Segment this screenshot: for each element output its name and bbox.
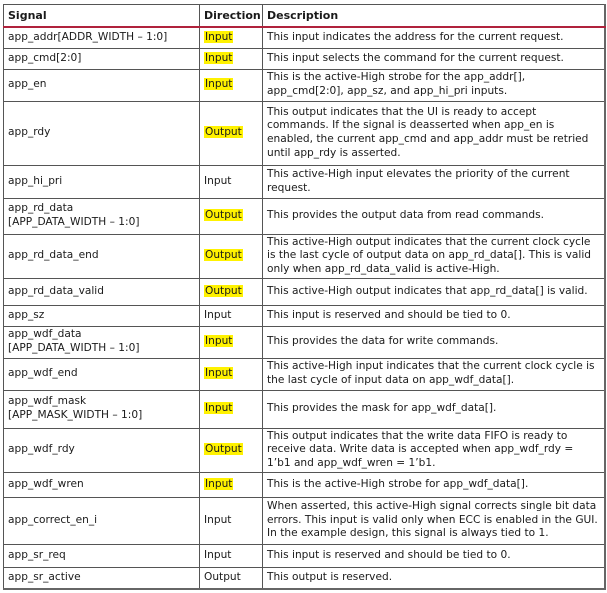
description-cell: This output is reserved. — [263, 567, 605, 589]
direction-label: Output — [205, 209, 242, 222]
header-row — [4, 5, 605, 28]
signal-cell: app_en — [4, 69, 200, 101]
direction-label: Input — [205, 477, 233, 490]
direction-cell — [200, 544, 263, 567]
description-cell: This input is reserved and should be tied to 0. — [263, 544, 605, 567]
signal-cell: app_hi_pri — [4, 165, 200, 198]
table-row — [4, 305, 605, 326]
signal-cell: app_wdf_rdy — [4, 428, 200, 472]
table-row — [4, 27, 605, 48]
signal-cell: app_rd_data_valid — [4, 278, 200, 305]
direction-label: Input — [204, 308, 232, 321]
description-cell: This input indicates the address for the current request. — [263, 27, 605, 48]
direction-label: Input — [204, 548, 232, 561]
table-row — [4, 390, 605, 428]
signal-cell: app_correct_en_i — [4, 497, 200, 544]
signal-table — [3, 4, 606, 590]
table-row — [4, 472, 605, 497]
signal-cell: app_wdf_wren — [4, 472, 200, 497]
signal-cell: app_cmd[2:0] — [4, 48, 200, 69]
signal-cell: app_rdy — [4, 101, 200, 165]
description-cell: This output indicates that the UI is ready to accept commands. If the signal is deasserted when app_en is enabled, the current app_cmd and app_addr must be retried until app_rdy is asserted. — [263, 101, 605, 165]
description-cell: This active-High output indicates that the current clock cycle is the last cycle of output data on app_rd_data[]. This is valid only when app_rd_data_valid is active-High. — [263, 234, 605, 278]
direction-label: Input — [205, 335, 233, 348]
direction-label: Output — [205, 249, 242, 262]
direction-cell — [200, 198, 263, 234]
direction-cell — [200, 497, 263, 544]
direction-label: Input — [205, 402, 233, 415]
signal-cell: app_wdf_mask [APP_MASK_WIDTH – 1:0] — [4, 390, 200, 428]
table-row — [4, 234, 605, 278]
table-row — [4, 567, 605, 589]
signal-cell: app_wdf_data [APP_DATA_WIDTH – 1:0] — [4, 326, 200, 358]
signal-cell: app_wdf_end — [4, 358, 200, 390]
signal-cell: app_sz — [4, 305, 200, 326]
direction-cell — [200, 234, 263, 278]
direction-label: Input — [205, 367, 233, 380]
direction-label: Input — [204, 174, 232, 187]
description-cell: This provides the output data from read commands. — [263, 198, 605, 234]
signal-cell: app_sr_active — [4, 567, 200, 589]
direction-cell — [200, 27, 263, 48]
direction-cell — [200, 165, 263, 198]
description-cell: This active-High output indicates that app_rd_data[] is valid. — [263, 278, 605, 305]
table-row — [4, 198, 605, 234]
header-direction: Direction — [200, 5, 263, 28]
direction-cell — [200, 472, 263, 497]
table-row — [4, 101, 605, 165]
table-row — [4, 69, 605, 101]
table-row — [4, 497, 605, 544]
direction-cell — [200, 428, 263, 472]
direction-cell — [200, 278, 263, 305]
table-row — [4, 544, 605, 567]
direction-cell — [200, 390, 263, 428]
header-signal: Signal — [4, 5, 200, 28]
table-row — [4, 358, 605, 390]
description-cell: This input selects the command for the current request. — [263, 48, 605, 69]
signal-cell: app_addr[ADDR_WIDTH – 1:0] — [4, 27, 200, 48]
table-row — [4, 48, 605, 69]
description-cell: When asserted, this active-High signal corrects single bit data errors. This input is valid only when ECC is enabled in the GUI. In the example design, this signal is always tied to 1. — [263, 497, 605, 544]
direction-cell — [200, 48, 263, 69]
direction-label: Input — [205, 30, 233, 43]
description-cell: This output indicates that the write data FIFO is ready to receive data. Write data is accepted when app_wdf_rdy = 1’b1 and app_wdf_wren = 1’b1. — [263, 428, 605, 472]
table-row — [4, 278, 605, 305]
signal-cell: app_sr_req — [4, 544, 200, 567]
signal-cell: app_rd_data [APP_DATA_WIDTH – 1:0] — [4, 198, 200, 234]
table-body — [4, 27, 605, 589]
description-cell: This provides the mask for app_wdf_data[]. — [263, 390, 605, 428]
description-cell: This input is reserved and should be tied to 0. — [263, 305, 605, 326]
direction-cell — [200, 69, 263, 101]
direction-label: Input — [204, 513, 232, 526]
direction-cell — [200, 305, 263, 326]
direction-label: Output — [205, 284, 242, 297]
direction-label: Input — [205, 51, 233, 64]
header-description: Description — [263, 5, 605, 28]
description-cell: This active-High input indicates that the current clock cycle is the last cycle of input data on app_wdf_data[]. — [263, 358, 605, 390]
table-row — [4, 165, 605, 198]
description-cell: This is the active-High strobe for app_wdf_data[]. — [263, 472, 605, 497]
direction-cell — [200, 358, 263, 390]
description-cell: This active-High input elevates the priority of the current request. — [263, 165, 605, 198]
direction-cell — [200, 567, 263, 589]
description-cell: This provides the data for write commands. — [263, 326, 605, 358]
table-row — [4, 326, 605, 358]
direction-cell — [200, 101, 263, 165]
direction-label: Input — [205, 78, 233, 91]
table-row — [4, 428, 605, 472]
description-cell: This is the active-High strobe for the app_addr[], app_cmd[2:0], app_sz, and app_hi_pri inputs. — [263, 69, 605, 101]
direction-label: Output — [205, 443, 242, 456]
direction-label: Output — [204, 570, 241, 583]
direction-label: Output — [205, 126, 242, 139]
signal-cell: app_rd_data_end — [4, 234, 200, 278]
direction-cell — [200, 326, 263, 358]
